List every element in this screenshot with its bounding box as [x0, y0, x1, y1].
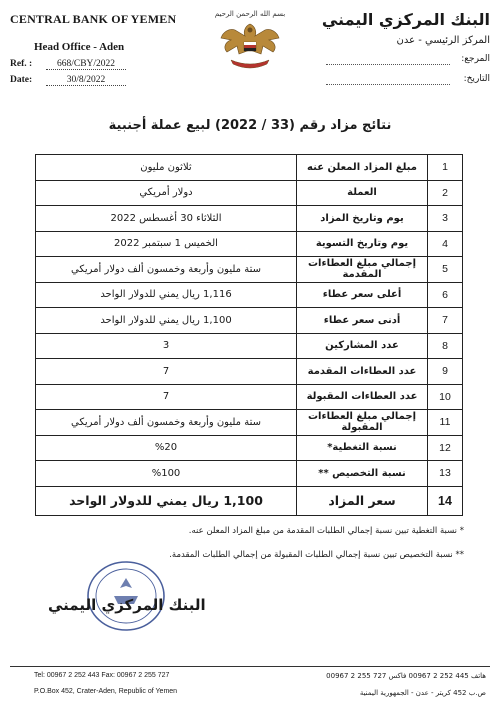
row-value: 1,116 ريال يمني للدولار الواحد	[36, 282, 297, 308]
row-number: 5	[428, 257, 463, 283]
signature: البنك المركزي اليمني	[48, 596, 206, 614]
table-row	[36, 231, 463, 257]
ref-row-ar	[320, 54, 490, 66]
row-label: إجمالي مبلغ العطاءات المقدمة	[297, 257, 428, 283]
ref-label: Ref. :	[10, 59, 33, 69]
table-row	[36, 257, 463, 283]
row-number: 7	[428, 308, 463, 334]
row-label: يوم وتاريخ المزاد	[297, 206, 428, 232]
row-label: يوم وتاريخ التسوية	[297, 231, 428, 257]
footer-english	[34, 672, 177, 704]
footer-contact-ar: هاتف 445 252 2 00967 فاكس 727 255 2 00967	[326, 672, 486, 680]
row-number: 1	[428, 155, 463, 181]
ref-row	[10, 59, 200, 73]
header-english	[10, 12, 200, 89]
row-value: %20	[36, 435, 297, 461]
table-row	[36, 461, 463, 487]
table-row	[36, 282, 463, 308]
ref-dots	[326, 64, 450, 65]
date-label: Date:	[10, 75, 33, 85]
row-value: ستة مليون وأربعة وخمسون ألف دولار أمريكي	[36, 410, 297, 436]
date-row	[10, 75, 200, 89]
table-row	[36, 359, 463, 385]
table-row	[36, 410, 463, 436]
row-value: 3	[36, 333, 297, 359]
row-value: ثلاثون مليون	[36, 155, 297, 181]
table-row	[36, 155, 463, 181]
footnote-coverage: * نسبة التغطية تبين نسبة إجمالي الطلبات المقدمة من مبلغ المزاد المعلن عنه.	[188, 526, 464, 536]
footer-address-en: P.O.Box 452, Crater-Aden, Republic of Yemen	[34, 688, 178, 695]
footer-divider	[10, 666, 490, 667]
bank-name-en: CENTRAL BANK OF YEMEN	[10, 12, 177, 26]
header-arabic	[320, 10, 490, 86]
row-number: 14	[428, 486, 463, 515]
table-row	[36, 486, 463, 515]
ref-value: 668/CBY/2022	[46, 59, 126, 70]
row-number: 4	[428, 231, 463, 257]
date-label-ar: التاريخ:	[463, 74, 490, 84]
row-label: أعلى سعر عطاء	[297, 282, 428, 308]
row-number: 8	[428, 333, 463, 359]
row-label: أدنى سعر عطاء	[297, 308, 428, 334]
row-number: 9	[428, 359, 463, 385]
footer-arabic	[326, 672, 486, 706]
bismillah: بسم الله الرحمن الرحيم	[214, 10, 286, 18]
row-label: عدد العطاءات المقدمة	[297, 359, 428, 385]
date-row-ar	[320, 74, 490, 86]
row-value: الثلاثاء 30 أغسطس 2022	[36, 206, 297, 232]
table-row	[36, 308, 463, 334]
date-value: 30/8/2022	[46, 75, 126, 86]
row-number: 11	[428, 410, 463, 436]
office-en: Head Office - Aden	[34, 41, 125, 53]
row-number: 2	[428, 180, 463, 206]
auction-results-table	[35, 154, 463, 516]
row-label: نسبة التغطية*	[297, 435, 428, 461]
row-value: الخميس 1 سبتمبر 2022	[36, 231, 297, 257]
document-title: نتائج مزاد رقم (33 / 2022) لبيع عملة أجنبية	[108, 118, 392, 133]
table-row	[36, 206, 463, 232]
row-value: 1,100 ريال يمني للدولار الواحد	[36, 486, 297, 515]
footer-address-ar: ص.ب 452 كريتر - عدن - الجمهورية اليمنية	[359, 689, 486, 697]
row-value: ستة مليون وأربعة وخمسون ألف دولار أمريكي	[36, 257, 297, 283]
row-value: %100	[36, 461, 297, 487]
row-label: نسبة التخصيص **	[297, 461, 428, 487]
office-ar: المركز الرئيسي - عدن	[396, 35, 490, 46]
footnote-allocation: ** نسبة التخصيص تبين نسبة إجمالي الطلبات المقبولة من إجمالي الطلبات المقدمة.	[169, 550, 464, 560]
row-value: 7	[36, 384, 297, 410]
row-number: 12	[428, 435, 463, 461]
date-dots	[326, 84, 450, 85]
ref-label-ar: المرجع:	[461, 54, 490, 64]
row-label: عدد المشاركين	[297, 333, 428, 359]
yemen-emblem-icon	[205, 6, 295, 76]
row-number: 6	[428, 282, 463, 308]
footer-contact-en: Tel: 00967 2 252 443 Fax: 00967 2 255 727	[34, 672, 170, 679]
row-number: 13	[428, 461, 463, 487]
row-label: العملة	[297, 180, 428, 206]
row-value: دولار أمريكي	[36, 180, 297, 206]
table-row	[36, 180, 463, 206]
row-value: 7	[36, 359, 297, 385]
table-row	[36, 384, 463, 410]
row-label: إجمالي مبلغ العطاءات المقبولة	[297, 410, 428, 436]
row-number: 3	[428, 206, 463, 232]
row-label: عدد العطاءات المقبولة	[297, 384, 428, 410]
table-row	[36, 333, 463, 359]
table-row	[36, 435, 463, 461]
row-number: 10	[428, 384, 463, 410]
row-label: مبلغ المزاد المعلن عنه	[297, 155, 428, 181]
row-label: سعر المزاد	[297, 486, 428, 515]
row-value: 1,100 ريال يمني للدولار الواحد	[36, 308, 297, 334]
bank-name-ar: البنك المركزي اليمني	[321, 10, 490, 29]
